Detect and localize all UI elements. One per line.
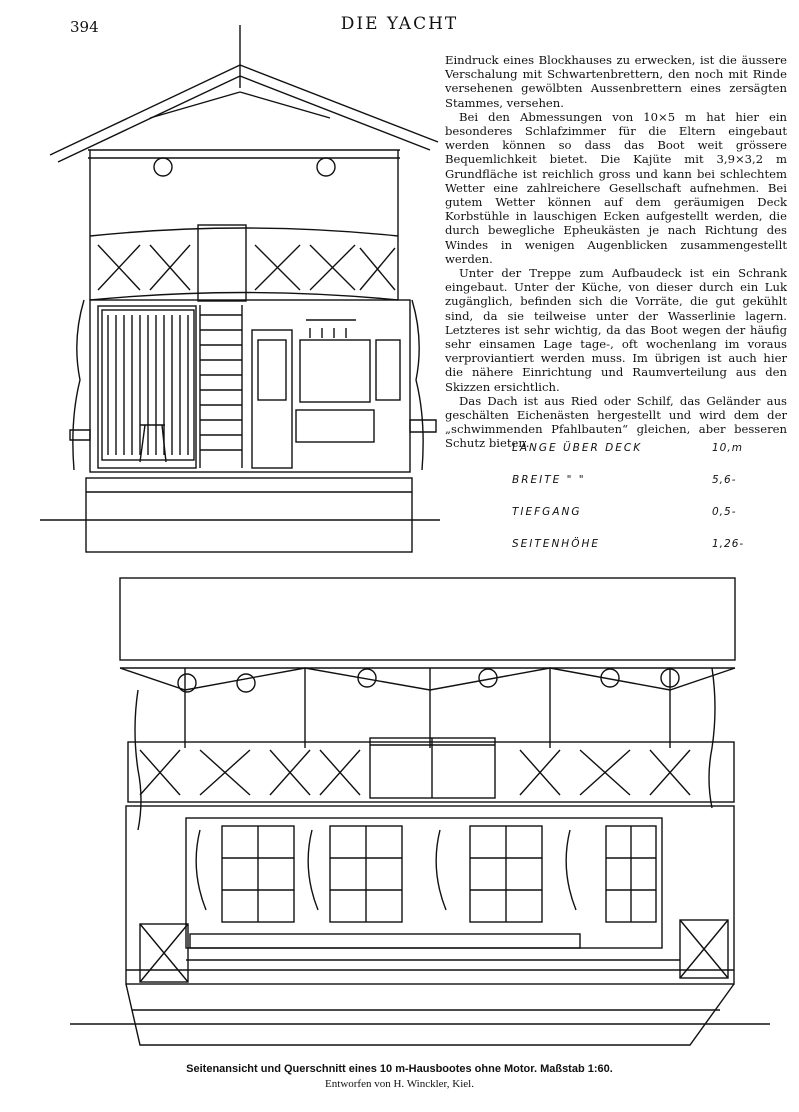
- caption-credit: Entworfen von H. Winckler, Kiel.: [325, 1078, 474, 1090]
- caption-main: Seitenansicht und Querschnitt eines 10 m-Hausbootes ohne Motor. Maßstab 1:60.: [186, 1063, 613, 1075]
- spec-row: [512, 474, 772, 506]
- running-title: DIE YACHT: [340, 14, 459, 34]
- paragraph: Bei den Abmessungen von 10×5 m hat hier ein besonderes Schlafzimmer für die Eltern eingebaut werden können so dass das Boot weit grössere Bequemlichkeit bietet. Die Kajüte mit 3,9×3,2 m Grundfläche ist reichlich gross und kann bei schlechtem Wetter eine zahlreichere Gesellschaft aufnehmen. Bei gutem Wetter können auf dem geräumigen Deck Korbstühle in lauschigen Ecken aufgestellt werden, die durch bewegliche Epheukästen je nach Richtung des Windes in wenigen Augenblicken zusammengestellt werden.: [445, 109, 787, 266]
- spec-label: LÄNGE ÜBER DECK: [512, 442, 643, 454]
- figure-caption: [0, 1062, 799, 1092]
- spec-value: 5,6-: [712, 474, 737, 486]
- spec-label: TIEFGANG: [512, 506, 582, 518]
- paragraph: Das Dach ist aus Ried oder Schilf, das Geländer aus geschälten Eichenästen hergestellt und wird dem der „schwimmenden Pfahlbauten“ gleichen, aber besseren Schutz bieten.: [445, 393, 787, 451]
- spec-value: 1,26-: [712, 538, 745, 550]
- spec-value: 0,5-: [712, 506, 737, 518]
- spec-row: [512, 538, 772, 570]
- spec-value: 10,m: [712, 442, 743, 454]
- page-number: 394: [70, 18, 99, 36]
- spec-row: [512, 442, 772, 474]
- spec-label: BREITE " ": [512, 474, 586, 486]
- spec-row: [512, 506, 772, 538]
- paragraph: Unter der Treppe zum Aufbaudeck ist ein Schrank eingebaut. Unter der Küche, von dieser durch ein Luk zugänglich, befinden sich die Vorräte, die gut gekühlt sind, da sie teilweise unter der Wasserlinie lagern. Letzteres ist sehr wichtig, da das Boot wegen der häufig sehr einsamen Lage tage-, oft wochenlang im voraus verproviantiert werden muss. Im übrigen ist auch hier die nähere Einrichtung und Raumverteilung aus den Skizzen ersichtlich.: [445, 266, 787, 394]
- spec-table: [512, 442, 772, 570]
- article-text: [445, 53, 787, 451]
- paragraph: Eindruck eines Blockhauses zu erwecken, ist die äussere Verschalung mit Schwartenbrettern, den noch mit Rinde versehenen gewölbten Aussenbrettern eines zersägten Stammes, versehen.: [445, 53, 787, 110]
- spec-label: SEITENHÖHE: [512, 538, 600, 550]
